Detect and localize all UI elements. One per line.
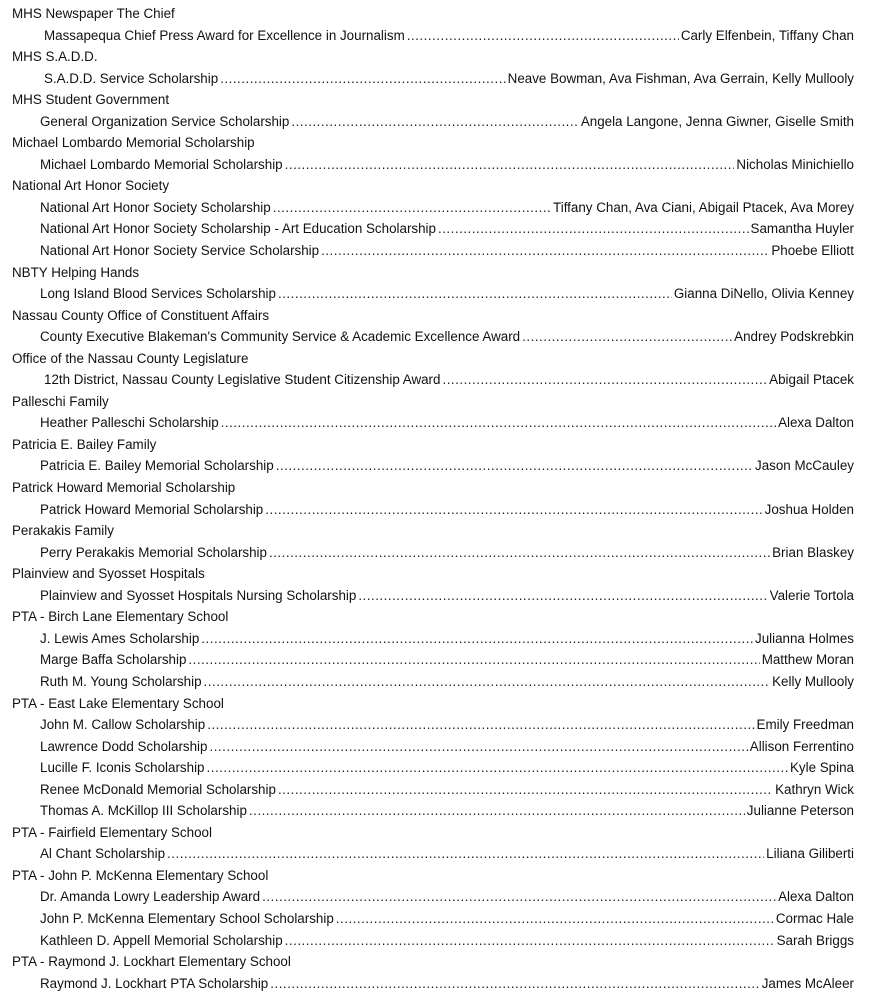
award-name: Thomas A. McKillop III Scholarship	[40, 803, 247, 819]
award-row	[0, 455, 881, 477]
sponsor-heading: PTA - Birch Lane Elementary School	[12, 609, 229, 625]
dot-leader	[285, 930, 775, 952]
award-name: Lucille F. Iconis Scholarship	[40, 760, 205, 776]
dot-leader	[204, 671, 771, 693]
award-row	[0, 649, 881, 671]
award-name: National Art Honor Society Scholarship	[40, 199, 271, 215]
sponsor-heading: MHS Student Government	[12, 92, 170, 108]
award-name: Kathleen D. Appell Memorial Scholarship	[40, 932, 283, 948]
award-recipients: James McAleer	[761, 975, 854, 991]
award-name: 12th District, Nassau County Legislative Student Citizenship Award	[44, 372, 441, 388]
dot-leader	[336, 908, 774, 930]
dot-leader	[207, 757, 788, 779]
award-row	[0, 779, 881, 801]
dot-leader	[522, 326, 732, 348]
sponsor-heading: Patricia E. Bailey Family	[12, 436, 157, 452]
award-row	[0, 930, 881, 952]
award-name: Massapequa Chief Press Award for Excellence in Journalism	[44, 27, 405, 43]
award-name: National Art Honor Society Scholarship - Art Education Scholarship	[40, 221, 436, 237]
award-recipients: Liliana Giliberti	[766, 846, 854, 862]
dot-leader	[262, 886, 776, 908]
award-name: Patricia E. Bailey Memorial Scholarship	[40, 458, 274, 474]
award-row	[0, 800, 881, 822]
award-recipients: Carly Elfenbein, Tiffany Chan	[680, 27, 854, 43]
award-recipients: Gianna DiNello, Olivia Kenney	[673, 286, 854, 302]
dot-leader	[291, 111, 578, 133]
award-recipients: Kathryn Wick	[775, 781, 854, 797]
dot-leader	[269, 542, 770, 564]
dot-leader	[201, 628, 753, 650]
award-name: Al Chant Scholarship	[40, 846, 166, 862]
award-name: Dr. Amanda Lowry Leadership Award	[40, 889, 261, 905]
award-recipients: Allison Ferrentino	[749, 738, 854, 754]
sponsor-heading: PTA - East Lake Elementary School	[12, 695, 224, 711]
sponsor-heading: Patrick Howard Memorial Scholarship	[12, 480, 236, 496]
sponsor-heading: NBTY Helping Hands	[12, 264, 140, 280]
award-recipients: Joshua Holden	[764, 501, 854, 517]
award-name: J. Lewis Ames Scholarship	[40, 630, 200, 646]
award-name: Patrick Howard Memorial Scholarship	[40, 501, 264, 517]
award-row	[0, 499, 881, 521]
dot-leader	[442, 369, 767, 391]
award-row	[0, 240, 881, 262]
award-recipients: Brian Blaskey	[772, 544, 854, 560]
dot-leader	[285, 154, 735, 176]
dot-leader	[278, 779, 773, 801]
sponsor-heading: National Art Honor Society	[12, 178, 170, 194]
award-row	[0, 757, 881, 779]
dot-leader	[265, 499, 762, 521]
award-row	[0, 886, 881, 908]
dot-leader	[278, 283, 672, 305]
dot-leader	[438, 218, 749, 240]
award-name: John P. McKenna Elementary School Scholarship	[40, 910, 334, 926]
award-row	[0, 25, 881, 47]
dot-leader	[270, 973, 759, 995]
dot-leader	[188, 649, 759, 671]
award-row	[0, 843, 881, 865]
award-row	[0, 369, 881, 391]
award-recipients: Samantha Huyler	[750, 221, 854, 237]
sponsor-heading: MHS S.A.D.D.	[12, 49, 98, 65]
sponsor-heading: PTA - John P. McKenna Elementary School	[12, 867, 269, 883]
award-recipients: Angela Langone, Jenna Giwner, Giselle Smith	[580, 113, 854, 129]
award-recipients: Phoebe Elliott	[771, 243, 854, 259]
dot-leader	[249, 800, 745, 822]
dot-leader	[220, 68, 506, 90]
award-name: Heather Palleschi Scholarship	[40, 415, 219, 431]
award-row	[0, 218, 881, 240]
award-row	[0, 585, 881, 607]
award-recipients: Alexa Dalton	[778, 889, 854, 905]
award-recipients: Cormac Hale	[775, 910, 854, 926]
award-row	[0, 283, 881, 305]
dot-leader	[207, 714, 754, 736]
award-name: Perry Perakakis Memorial Scholarship	[40, 544, 267, 560]
award-row	[0, 628, 881, 650]
award-recipients: Jason McCauley	[755, 458, 854, 474]
award-row	[0, 542, 881, 564]
award-recipients: Andrey Podskrebkin	[734, 329, 854, 345]
award-row	[0, 197, 881, 219]
sponsor-heading: Michael Lombardo Memorial Scholarship	[12, 135, 255, 151]
sponsor-heading: PTA - Raymond J. Lockhart Elementary School	[12, 954, 291, 970]
award-name: Marge Baffa Scholarship	[40, 652, 187, 668]
sponsor-heading: MHS Newspaper The Chief	[12, 6, 175, 21]
award-name: Renee McDonald Memorial Scholarship	[40, 781, 276, 797]
award-recipients: Emily Freedman	[756, 717, 854, 733]
award-name: S.A.D.D. Service Scholarship	[44, 70, 219, 86]
award-name: Michael Lombardo Memorial Scholarship	[40, 156, 283, 172]
award-row	[0, 671, 881, 693]
sponsor-heading: PTA - Fairfield Elementary School	[12, 824, 212, 840]
dot-leader	[407, 25, 679, 47]
dot-leader	[209, 736, 747, 758]
award-recipients: Julianne Peterson	[746, 803, 854, 819]
award-recipients: Julianna Holmes	[755, 630, 854, 646]
award-row	[0, 714, 881, 736]
dot-leader	[167, 843, 764, 865]
award-recipients: Kelly Mullooly	[772, 673, 854, 689]
sponsor-heading: Nassau County Office of Constituent Affairs	[12, 307, 270, 323]
dot-leader	[321, 240, 769, 262]
sponsor-heading: Office of the Nassau County Legislature	[12, 350, 249, 366]
award-row	[0, 154, 881, 176]
award-recipients: Matthew Moran	[761, 652, 854, 668]
award-row	[0, 111, 881, 133]
sponsor-heading: Palleschi Family	[12, 393, 109, 409]
dot-leader	[273, 197, 551, 219]
award-name: Ruth M. Young Scholarship	[40, 673, 202, 689]
award-name: Raymond J. Lockhart PTA Scholarship	[40, 975, 269, 991]
award-recipients: Kyle Spina	[789, 760, 854, 776]
award-name: John M. Callow Scholarship	[40, 717, 206, 733]
award-row	[0, 412, 881, 434]
award-row	[0, 326, 881, 348]
award-row	[0, 736, 881, 758]
award-row	[0, 908, 881, 930]
award-recipients: Abigail Ptacek	[769, 372, 854, 388]
award-recipients: Valerie Tortola	[769, 587, 854, 603]
award-name: County Executive Blakeman's Community Service & Academic Excellence Award	[40, 329, 521, 345]
dot-leader	[221, 412, 776, 434]
award-name: General Organization Service Scholarship	[40, 113, 290, 129]
award-row	[0, 68, 881, 90]
award-name: Lawrence Dodd Scholarship	[40, 738, 208, 754]
award-recipients: Sarah Briggs	[776, 932, 854, 948]
dot-leader	[358, 585, 767, 607]
award-recipients: Nicholas Minichiello	[736, 156, 854, 172]
sponsor-heading: Plainview and Syosset Hospitals	[12, 566, 205, 582]
award-row	[0, 973, 881, 995]
award-name: Plainview and Syosset Hospitals Nursing Scholarship	[40, 587, 357, 603]
dot-leader	[276, 455, 753, 477]
award-recipients: Alexa Dalton	[778, 415, 854, 431]
award-recipients: Neave Bowman, Ava Fishman, Ava Gerrain, Kelly Mullooly	[507, 70, 854, 86]
award-name: National Art Honor Society Service Scholarship	[40, 243, 320, 259]
sponsor-heading: Perakakis Family	[12, 523, 114, 539]
award-recipients: Tiffany Chan, Ava Ciani, Abigail Ptacek, Ava Morey	[553, 199, 854, 215]
award-name: Long Island Blood Services Scholarship	[40, 286, 276, 302]
